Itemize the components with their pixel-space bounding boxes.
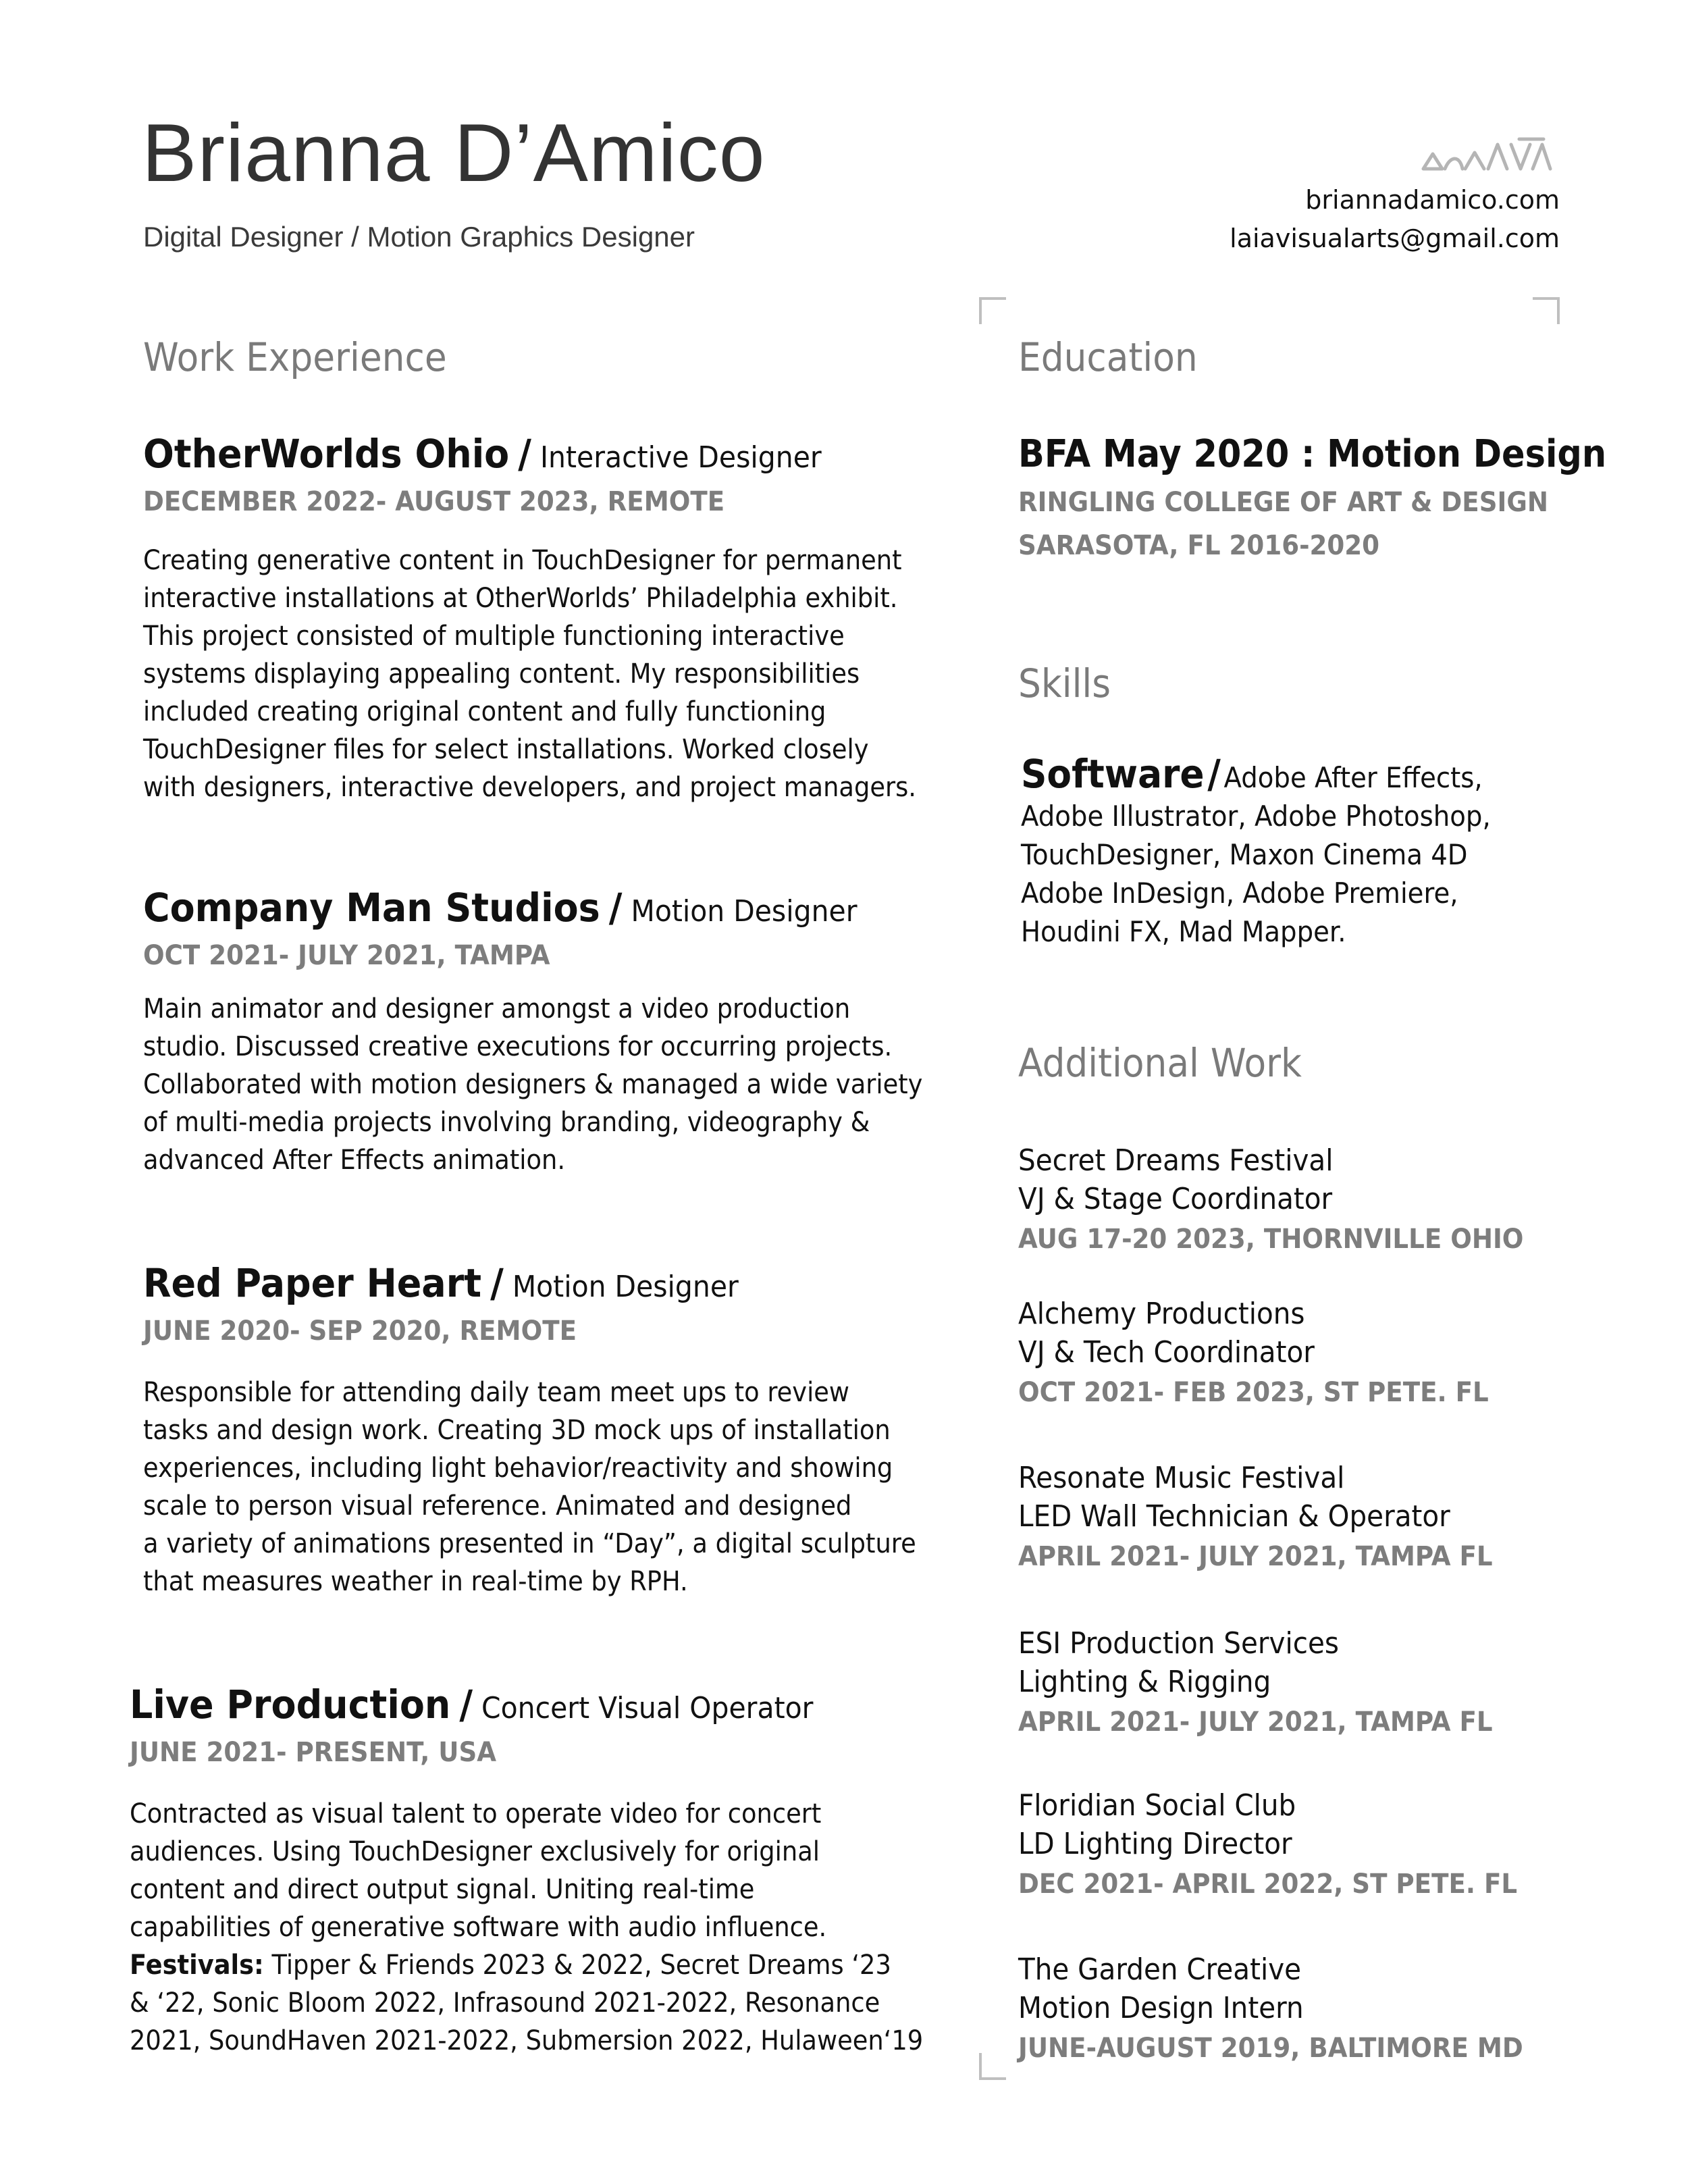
- job-role: Motion Designer: [631, 894, 858, 929]
- job-entry: [143, 885, 974, 1179]
- job-date: JUNE 2020- SEP 2020, REMOTE: [143, 1316, 577, 1347]
- skills-line: Adobe After Effects,: [1223, 761, 1483, 794]
- laia-logo-icon: [1418, 135, 1553, 178]
- additional-work-heading: Additional Work: [1018, 1040, 1302, 1086]
- additional-work-role: Lighting & Rigging: [1018, 1665, 1271, 1699]
- job-entry: [143, 1260, 974, 1601]
- corner-bracket-top-left: [979, 297, 1006, 324]
- resume-name: Brianna D’Amico: [142, 107, 766, 199]
- skills-line: TouchDesigner, Maxon Cinema 4D: [1021, 838, 1468, 871]
- festivals-line: & ‘22, Sonic Bloom 2022, Infrasound 2021-2022, Resonance: [130, 1987, 880, 2019]
- job-description-line: interactive installations at OtherWorlds’ Philadelphia exhibit.: [143, 583, 898, 614]
- job-description-line: TouchDesigner files for select installations. Worked closely: [143, 734, 869, 765]
- email-link[interactable]: laiavisualarts@gmail.com: [1230, 224, 1560, 253]
- job-description-line: Creating generative content in TouchDesigner for permanent: [143, 545, 902, 576]
- website-link[interactable]: briannadamico.com: [1305, 185, 1560, 215]
- job-role: Motion Designer: [512, 1270, 739, 1304]
- job-header: [143, 1260, 916, 1306]
- job-description: [143, 542, 951, 806]
- skills-label: Software: [1021, 751, 1205, 797]
- job-company: Company Man Studios: [143, 885, 600, 931]
- job-description-line: Collaborated with motion designers & managed a wide variety: [143, 1069, 923, 1100]
- job-description-line: Responsible for attending daily team meet ups to review: [143, 1377, 850, 1408]
- job-slash: /: [459, 1682, 473, 1727]
- job-description-line: scale to person visual reference. Animated and designed: [143, 1490, 852, 1522]
- job-role: Interactive Designer: [539, 440, 822, 475]
- job-description-line: that measures weather in real-time by RPH.: [143, 1566, 688, 1597]
- job-entry: [130, 1682, 960, 2060]
- job-company: Live Production: [130, 1682, 451, 1727]
- skills-line: Houdini FX, Mad Mapper.: [1021, 915, 1346, 948]
- job-description-line: of multi-media projects involving branding, videography &: [143, 1107, 870, 1138]
- job-description: [143, 1374, 951, 1601]
- festivals-label: Festivals:: [130, 1950, 264, 1981]
- education-heading: Education: [1018, 334, 1198, 380]
- job-header: [130, 1682, 902, 1727]
- festivals-line: [130, 1946, 937, 1984]
- additional-work-role: VJ & Tech Coordinator: [1018, 1335, 1315, 1370]
- job-role: Concert Visual Operator: [481, 1691, 814, 1725]
- job-description-line: capabilities of generative software with audio influence.: [130, 1912, 827, 1943]
- job-description-line: Main animator and designer amongst a video production: [143, 993, 851, 1024]
- additional-work-org: ESI Production Services: [1018, 1626, 1340, 1661]
- job-slash: /: [490, 1260, 504, 1306]
- job-description-line: included creating original content and fully functioning: [143, 696, 826, 727]
- job-description-line: Contracted as visual talent to operate video for concert: [130, 1798, 822, 1829]
- job-description-line: content and direct output signal. Uniting real-time: [130, 1874, 755, 1905]
- job-date: JUNE 2021- PRESENT, USA: [130, 1737, 497, 1768]
- additional-work-date: JUNE-AUGUST 2019, BALTIMORE MD: [1018, 2033, 1523, 2064]
- additional-work-item: [1018, 1295, 1626, 1408]
- education-degree: BFA May 2020 : Motion Design: [1018, 432, 1607, 476]
- skills-heading: Skills: [1018, 660, 1111, 706]
- additional-work-item: [1018, 1459, 1626, 1572]
- job-slash: /: [608, 885, 623, 931]
- job-description: [130, 1795, 937, 2060]
- skills-line: Adobe InDesign, Adobe Premiere,: [1021, 877, 1458, 910]
- job-header: [143, 885, 916, 931]
- additional-work-date: OCT 2021- FEB 2023, ST PETE. FL: [1018, 1377, 1489, 1408]
- additional-work-role: LED Wall Technician & Operator: [1018, 1499, 1450, 1534]
- additional-work-role: Motion Design Intern: [1018, 1991, 1304, 2025]
- job-entry: [143, 431, 974, 806]
- job-description-line: tasks and design work. Creating 3D mock ups of installation: [143, 1415, 891, 1446]
- additional-work-org: The Garden Creative: [1018, 1952, 1302, 1987]
- education-school: RINGLING COLLEGE OF ART & DESIGN: [1018, 487, 1549, 518]
- job-company: Red Paper Heart: [143, 1260, 482, 1306]
- job-description-line: This project consisted of multiple functioning interactive: [143, 621, 845, 652]
- additional-work-date: APRIL 2021- JULY 2021, TAMPA FL: [1018, 1541, 1493, 1572]
- additional-work-date: DEC 2021- APRIL 2022, ST PETE. FL: [1018, 1869, 1518, 1900]
- corner-bracket-bottom-left: [979, 2053, 1006, 2080]
- additional-work-date: APRIL 2021- JULY 2021, TAMPA FL: [1018, 1707, 1493, 1738]
- skills-slash: /: [1207, 751, 1221, 797]
- job-date: OCT 2021- JULY 2021, TAMPA: [143, 940, 550, 971]
- job-header: [143, 431, 916, 477]
- skills-block: [1021, 751, 1580, 951]
- festivals-line: 2021, SoundHaven 2021-2022, Submersion 2022, Hulaween‘19: [130, 2025, 924, 2056]
- job-description: [143, 990, 951, 1179]
- additional-work-item: [1018, 1950, 1626, 2064]
- job-description-line: experiences, including light behavior/reactivity and showing: [143, 1453, 893, 1484]
- education-location: SARASOTA, FL 2016-2020: [1018, 530, 1380, 561]
- additional-work-role: VJ & Stage Coordinator: [1018, 1182, 1333, 1216]
- contact-block: [1230, 181, 1560, 258]
- additional-work-org: Floridian Social Club: [1018, 1788, 1296, 1823]
- job-date: DECEMBER 2022- AUGUST 2023, REMOTE: [143, 486, 725, 517]
- additional-work-org: Secret Dreams Festival: [1018, 1143, 1334, 1178]
- job-company: OtherWorlds Ohio: [143, 431, 510, 477]
- festivals-text: Tipper & Friends 2023 & 2022, Secret Dreams ‘23: [263, 1950, 891, 1981]
- additional-work-org: Alchemy Productions: [1018, 1297, 1305, 1331]
- job-description-line: with designers, interactive developers, and project managers.: [143, 772, 916, 803]
- additional-work-item: [1018, 1786, 1626, 1900]
- job-description-line: audiences. Using TouchDesigner exclusively for original: [130, 1836, 820, 1867]
- job-description-line: systems displaying appealing content. My responsibilities: [143, 658, 860, 690]
- job-description-line: a variety of animations presented in “Day”, a digital sculpture: [143, 1528, 916, 1559]
- additional-work-item: [1018, 1141, 1626, 1255]
- job-description-line: advanced After Effects animation.: [143, 1145, 566, 1176]
- skills-line: Adobe Illustrator, Adobe Photoshop,: [1021, 800, 1491, 833]
- additional-work-item: [1018, 1624, 1626, 1738]
- work-experience-heading: Work Experience: [143, 334, 447, 380]
- job-slash: /: [518, 431, 531, 477]
- skills-header: [1021, 751, 1580, 797]
- additional-work-role: LD Lighting Director: [1018, 1827, 1292, 1861]
- additional-work-org: Resonate Music Festival: [1018, 1461, 1345, 1495]
- corner-bracket-top-right: [1533, 297, 1560, 324]
- additional-work-date: AUG 17-20 2023, THORNVILLE OHIO: [1018, 1224, 1524, 1255]
- resume-subtitle: Digital Designer / Motion Graphics Designer: [143, 221, 695, 253]
- job-description-line: studio. Discussed creative executions for occurring projects.: [143, 1031, 893, 1062]
